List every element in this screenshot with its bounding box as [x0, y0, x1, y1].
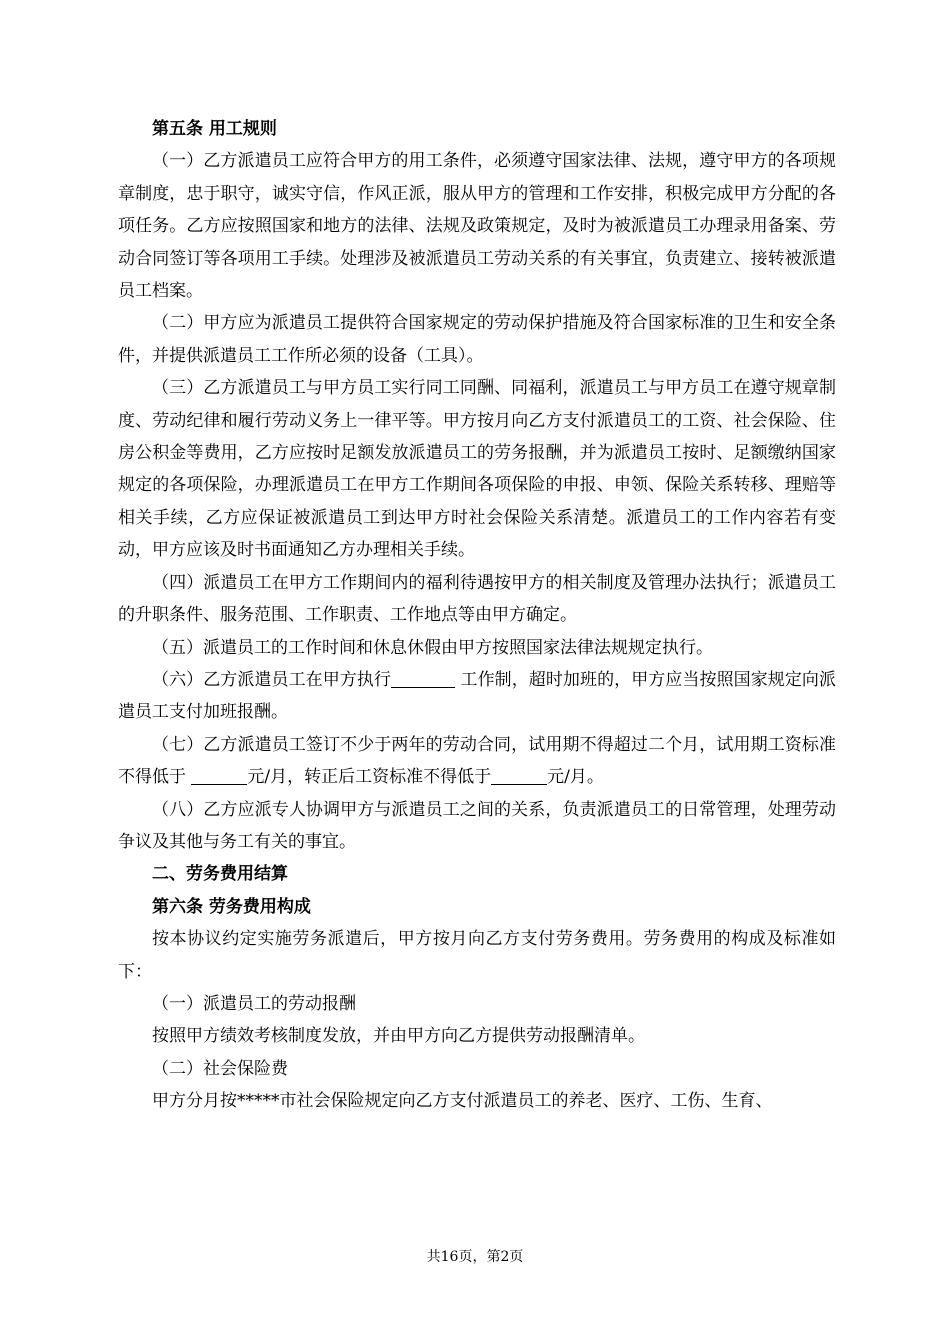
clause-7-text-c: 元/月。	[547, 767, 604, 788]
page-footer: 共16页，第2页	[426, 1249, 524, 1265]
article-6-item-1-text: 按照甲方绩效考核制度发放，并由甲方向乙方提供劳动报酬清单。	[152, 1026, 645, 1047]
article-6-intro: 按本协议约定实施劳务派遣后，甲方按月向乙方支付劳务费用。劳务费用的构成及标准如下：	[118, 929, 836, 982]
article-5-clause-3: （三）乙方派遣员工与甲方员工实行同工同酬、同福利，派遣员工与甲方员工在遵守规章制度、劳动纪律和履行劳动义务上一律平等。甲方按月向乙方支付派遣员工的工资、社会保险、住房公积金等费用，乙方应按时足额发放派遣员工的劳务报酬，并为派遣员工按时、足额缴纳国家规定的各项保险，办理派遣员工在甲方工作期间各项保险的申报、申领、保险关系转移、理赔等相关手续，乙方应保证被派遣员工到达甲方时社会保险关系清楚。派遣员工的工作内容若有变动，甲方应该及时书面通知乙方办理相关手续。	[118, 378, 836, 561]
clause-6-text-b: 工作制，超时加班的，甲方应当按照国家规定向派遣员工支付加班报酬。	[118, 669, 837, 723]
document-body	[118, 113, 836, 1118]
article-6-item-1: （一）派遣员工的劳动报酬	[152, 993, 356, 1014]
article-5-clause-6	[118, 664, 836, 729]
article-5-clause-1: （一）乙方派遣员工应符合甲方的用工条件，必须遵守国家法律、法规，遵守甲方的各项规章制度，忠于职守，诚实守信，作风正派，服从甲方的管理和工作安排，积极完成甲方分配的各项任务。乙方应按照国家和地方的法律、法规及政策规定，及时为被派遣员工办理录用备案、劳动合同签订等各项用工手续。处理涉及被派遣员工劳动关系的有关事宜，负责建立、接转被派遣员工档案。	[118, 151, 836, 302]
article-5-clause-5: （五）派遣员工的工作时间和休息休假由甲方按照国家法律法规规定执行。	[152, 637, 713, 658]
article-6-title: 第六条 劳务费用构成	[152, 896, 311, 917]
article-5-clause-2: （二）甲方应为派遣员工提供符合国家规定的劳动保护措施及符合国家标准的卫生和安全条件，并提供派遣员工工作所必须的设备（工具）。	[118, 313, 836, 366]
clause-6-text-a: （六）乙方派遣员工在甲方执行	[152, 669, 392, 690]
article-5-clause-4: （四）派遣员工在甲方工作期间内的福利待遇按甲方的相关制度及管理办法执行；派遣员工的升职条件、服务范围、工作职责、工作地点等由甲方确定。	[118, 572, 836, 626]
regular-wage-blank	[491, 767, 547, 785]
clause-7-text-a: （七）乙方派遣员工签订不少于两年的劳动合同，试用期不得超过二个月，试用期工资标准不得低于	[118, 734, 836, 788]
clause-7-text-b: 元/月，转正后工资标准不得低于	[247, 767, 492, 788]
work-system-blank	[391, 670, 455, 688]
article-6-item-2-text: 甲方分月按*****市社会保险规定向乙方支付派遣员工的养老、医疗、工伤、生育、	[152, 1091, 773, 1112]
article-5-title: 第五条 用工规则	[152, 119, 277, 139]
article-5-clause-7	[118, 729, 836, 794]
probation-wage-blank	[191, 767, 247, 785]
section-2-title: 二、劳务费用结算	[152, 864, 288, 885]
article-6-item-2: （二）社会保险费	[152, 1058, 288, 1079]
article-5-clause-8: （八）乙方应派专人协调甲方与派遣员工之间的关系，负责派遣员工的日常管理，处理劳动争议及其他与务工有关的事宜。	[118, 799, 836, 852]
